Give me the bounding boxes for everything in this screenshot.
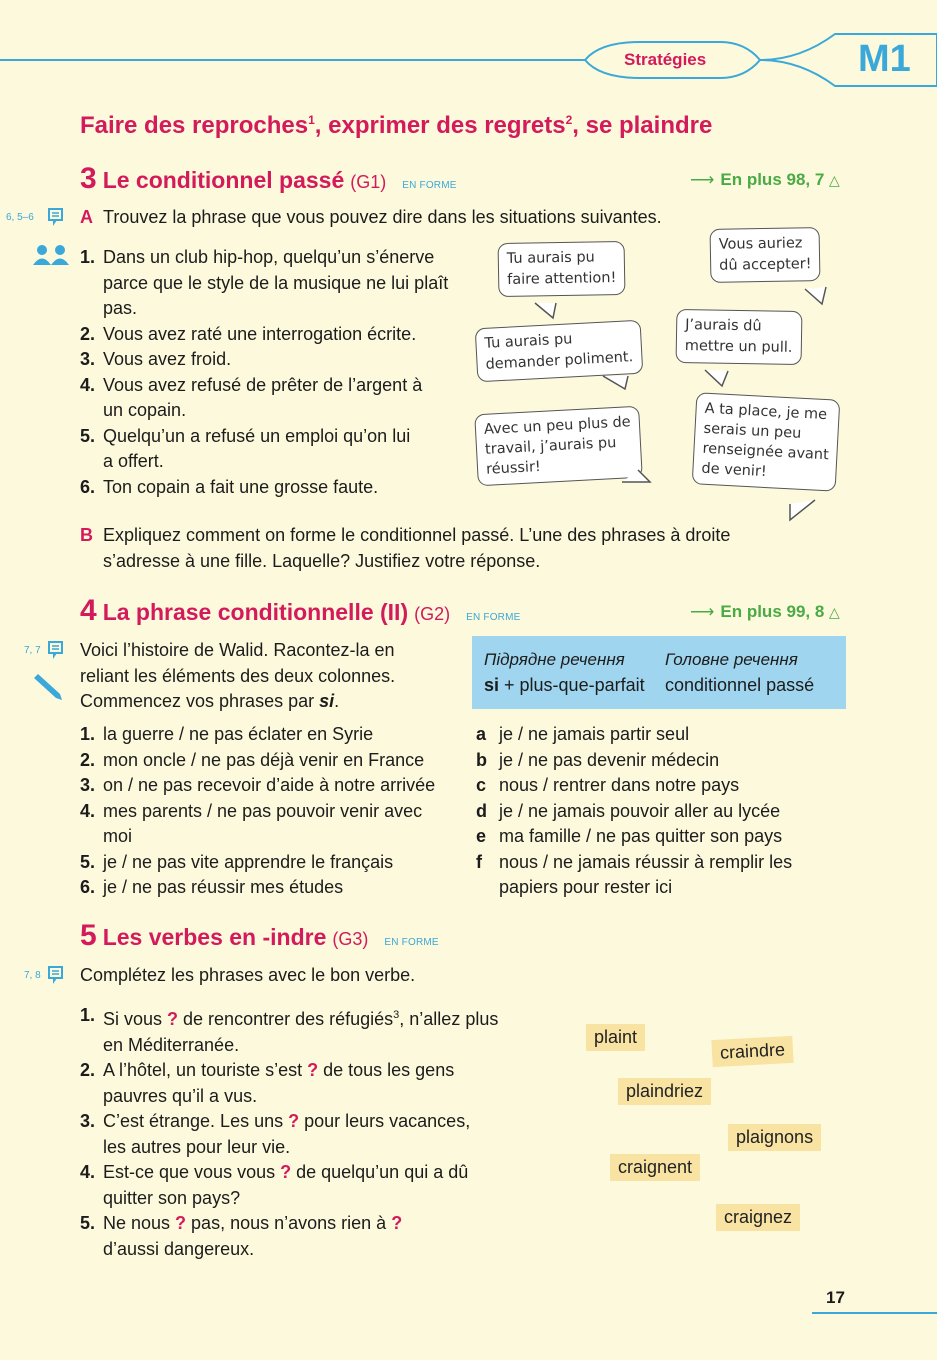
item-text: C’est étrange. Les uns ? pour leurs vacances, xyxy=(103,1111,471,1131)
speech-bubble: Tu aurais pu demander poliment. xyxy=(475,320,643,383)
item-text: pas. xyxy=(103,298,138,318)
speech-bubble: J’aurais dû mettre un pull. xyxy=(676,309,803,365)
exercise-ref-4: 7, 7 xyxy=(24,645,41,656)
item-number: b xyxy=(476,749,487,770)
item-text: Dans un club hip-hop, quelqu’un s’énerve xyxy=(103,247,435,267)
section-4-heading: 4 La phrase conditionnelle (II) (G2) EN FORME xyxy=(80,594,521,627)
item-number: 4. xyxy=(80,800,96,821)
list-item xyxy=(80,1058,498,1109)
item-number: e xyxy=(476,826,487,846)
item-number: 4. xyxy=(80,374,96,395)
strategies-label: Stratégies xyxy=(624,50,707,69)
item-text: nous / ne jamais réussir à remplir les xyxy=(499,851,793,872)
speech-bubble: Avec un peu plus de travail, j’aurais pu réussir! xyxy=(474,406,642,487)
grammar-box-rule-1: si + plus-que-parfait xyxy=(484,675,645,695)
word-tag: plaignons xyxy=(728,1124,821,1151)
page-title: Faire des reproches$^1$, exprimer des regrets$^2$, se plaindre xyxy=(80,112,713,139)
item-text: d’aussi dangereux. xyxy=(103,1238,255,1259)
blank-marker: ? xyxy=(307,1060,319,1080)
list-item xyxy=(80,1211,498,1262)
item-text: Est-ce que vous vous ? de quelqu’un qui a dû xyxy=(103,1162,469,1182)
blank-marker: ? xyxy=(288,1111,300,1131)
item-text: mes parents / ne pas pouvoir venir avec xyxy=(103,800,423,821)
item-text: ma famille / ne pas quitter son pays xyxy=(499,826,783,846)
item-text: on / ne pas recevoir d’aide à notre arrivée xyxy=(103,775,436,795)
item-text: mon oncle / ne pas déjà venir en France xyxy=(103,749,425,770)
item-number: 2. xyxy=(80,749,96,770)
item-number: 3. xyxy=(80,1111,96,1131)
list-item xyxy=(80,773,435,799)
item-text: je / ne pas devenir médecin xyxy=(499,749,720,770)
task-4-intro: Voici l’histoire de Walid. Racontez-la en reliant les éléments des deux colonnes. Commencez vos phrases par si. xyxy=(80,640,396,711)
blank-marker: ? xyxy=(175,1213,187,1233)
item-text: je / ne jamais pouvoir aller au lycée xyxy=(499,800,781,821)
speech-bubble: Tu aurais pu faire attention! xyxy=(498,241,626,297)
item-text: Vous avez froid. xyxy=(103,349,232,369)
item-text: un copain. xyxy=(103,400,187,420)
grammar-box-header-2: Головне речення xyxy=(665,650,798,669)
item-text: Ne nous ? pas, nous n’avons rien à ? xyxy=(103,1213,403,1233)
item-number: 1. xyxy=(80,1005,96,1025)
grammar-box-rule-2: conditionnel passé xyxy=(665,675,815,695)
blank-marker: ? xyxy=(167,1009,179,1029)
section-5-heading: 5 Les verbes en -indre (G3) EN FORME xyxy=(80,919,439,952)
speech-bubble: A ta place, je me serais un peu renseignée avant de venir! xyxy=(692,392,841,491)
item-number: 3. xyxy=(80,775,96,795)
item-text: papiers pour rester ici xyxy=(499,877,673,897)
item-text: quitter son pays? xyxy=(103,1187,241,1208)
item-number: 2. xyxy=(80,1060,96,1080)
exercise-ref-3a: 6, 5–6 xyxy=(6,212,34,223)
item-number: c xyxy=(476,775,487,795)
word-tag: craignent xyxy=(610,1154,700,1181)
blank-marker: ? xyxy=(391,1213,403,1233)
item-text: A l’hôtel, un touriste s’est ? de tous les gens xyxy=(103,1060,455,1080)
item-text: a offert. xyxy=(103,451,164,471)
grammar-box-header-1: Підрядне речення xyxy=(484,650,625,669)
item-text: les autres pour leur vie. xyxy=(103,1136,291,1157)
item-number: 2. xyxy=(80,323,96,344)
item-number: 6. xyxy=(80,476,96,497)
list-item xyxy=(476,799,792,825)
word-tag: craindre xyxy=(711,1036,793,1067)
item-text: Si vous ? de rencontrer des réfugiés$^3$, n’allez plus xyxy=(103,1009,499,1029)
list-item xyxy=(80,850,435,876)
listen-icon xyxy=(47,965,65,985)
item-text: je / ne pas vite apprendre le français xyxy=(103,851,394,872)
list-item xyxy=(476,824,792,850)
story-left-column xyxy=(80,722,435,901)
item-text: je / ne jamais partir seul xyxy=(499,724,690,744)
item-number: 1. xyxy=(80,724,96,744)
list-item xyxy=(80,1160,498,1211)
listen-icon xyxy=(47,640,65,660)
exercise-ref-5: 7, 8 xyxy=(24,970,41,981)
word-tag: craignez xyxy=(716,1204,800,1231)
list-item xyxy=(80,799,435,850)
task-3b: B Expliquez comment on forme le conditionnel passé. L’une des phrases à droite s’adresse à une fille. Laquelle? Justifiez votre réponse. xyxy=(80,525,731,571)
list-item xyxy=(476,773,792,799)
list-item xyxy=(80,1003,498,1058)
item-text: pauvres qu’il a vus. xyxy=(103,1085,258,1106)
list-item xyxy=(80,875,435,901)
task-3a: A Trouvez la phrase que vous pouvez dire dans les situations suivantes. xyxy=(80,207,662,227)
item-text: en Méditerranée. xyxy=(103,1034,240,1055)
en-plus-link-3[interactable]: ⟶ En plus 98, 7 △ xyxy=(690,170,840,189)
item-number: 5. xyxy=(80,851,96,872)
section-3-heading: 3 Le conditionnel passé (G1) EN FORME xyxy=(80,162,457,195)
item-number: f xyxy=(476,851,482,872)
word-tag: plaint xyxy=(586,1024,645,1051)
list-item xyxy=(476,850,792,901)
item-text: je / ne pas réussir mes études xyxy=(103,877,344,897)
pencil-icon xyxy=(30,672,66,704)
item-text: Ton copain a fait une grosse faute. xyxy=(103,476,379,497)
item-text: Vous avez raté une interrogation écrite. xyxy=(103,323,417,344)
item-text: Vous avez refusé de prêter de l’argent à xyxy=(103,374,423,395)
list-item xyxy=(80,1109,498,1160)
footer-rule xyxy=(812,1312,937,1314)
item-number: 1. xyxy=(80,247,96,267)
word-tag: plaindriez xyxy=(618,1078,711,1105)
grammar-box xyxy=(472,636,846,709)
item-number: 4. xyxy=(80,1162,96,1182)
item-number: a xyxy=(476,724,487,744)
item-number: 6. xyxy=(80,877,96,897)
en-plus-link-4[interactable]: ⟶ En plus 99, 8 △ xyxy=(690,602,840,621)
blank-marker: ? xyxy=(280,1162,292,1182)
item-number: 5. xyxy=(80,1213,96,1233)
list-item xyxy=(476,748,792,774)
item-number: 5. xyxy=(80,425,96,446)
item-number: d xyxy=(476,800,487,821)
item-text: nous / rentrer dans notre pays xyxy=(499,775,740,795)
item-number: 3. xyxy=(80,349,96,369)
item-text: moi xyxy=(103,826,133,846)
module-label: M1 xyxy=(858,38,911,80)
item-text: Quelqu’un a refusé un emploi qu’on lui xyxy=(103,425,411,446)
list-item xyxy=(80,722,435,748)
item-text: parce que le style de la musique ne lui plaît xyxy=(103,272,449,293)
speech-bubble: Vous auriez dû accepter! xyxy=(710,227,821,283)
list-item xyxy=(80,748,435,774)
fill-in-list xyxy=(80,1003,498,1262)
list-item xyxy=(476,722,792,748)
page-number: 17 xyxy=(826,1288,845,1307)
task-5-intro: Complétez les phrases avec le bon verbe. xyxy=(80,965,416,985)
item-text: la guerre / ne pas éclater en Syrie xyxy=(103,724,374,744)
story-right-column xyxy=(476,722,792,901)
